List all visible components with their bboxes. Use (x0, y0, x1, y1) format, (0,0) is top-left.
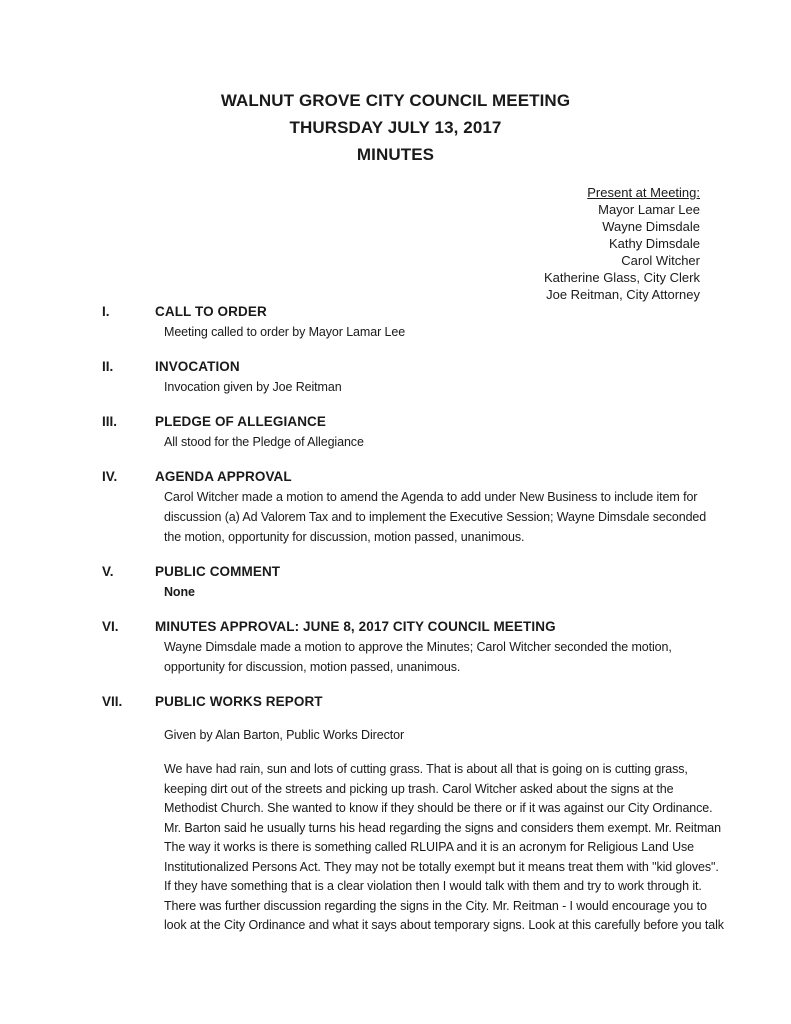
section-body-line: discussion (a) Ad Valorem Tax and to implement the Executive Session; Wayne Dimsdale seconded (164, 510, 707, 524)
section-title: CALL TO ORDER (155, 304, 267, 319)
minutes-body (102, 302, 742, 951)
title-line-3: MINUTES (356, 145, 435, 164)
section-number: III. (102, 414, 118, 429)
title-line-2: THURSDAY JULY 13, 2017 (289, 118, 502, 137)
section-title: PUBLIC WORKS REPORT (155, 694, 323, 709)
section-minutes-approval (102, 617, 742, 677)
attendees-header: Present at Meeting: (587, 185, 700, 200)
section-public-comment (102, 562, 742, 602)
section-number: IV. (102, 469, 118, 484)
paragraph-line: Methodist Church. She wanted to know if they should be there or if it was against our City Ordinance. (164, 801, 713, 815)
section-invocation (102, 357, 742, 397)
section-public-works-report (102, 692, 742, 936)
section-number: V. (102, 564, 114, 579)
section-body-line: the motion, opportunity for discussion, motion passed, unanimous. (164, 530, 525, 544)
title-line-1: WALNUT GROVE CITY COUNCIL MEETING (220, 91, 571, 110)
paragraph-line: keeping dirt out of the streets and picking up trash. Carol Witcher asked about the signs at the (164, 781, 674, 796)
section-title: PLEDGE OF ALLEGIANCE (155, 414, 327, 429)
section-body-line: Invocation given by Joe Reitman (164, 380, 342, 394)
section-call-to-order (102, 302, 742, 342)
public-works-paragraph (155, 760, 742, 936)
paragraph-line: We have had rain, sun and lots of cutting grass. That is about all that is going on is cutting grass, (164, 762, 688, 776)
section-body-line: Carol Witcher made a motion to amend the Agenda to add under New Business to include item for (164, 490, 698, 504)
section-title: AGENDA APPROVAL (155, 469, 292, 484)
section-body-line: None (164, 585, 195, 599)
section-body-line: opportunity for discussion, motion passed, unanimous. (164, 660, 461, 674)
section-pledge-of-allegiance (102, 412, 742, 452)
paragraph-line: Institutionalized Persons Act. They may not be totally exempt but it means treat them with "kid gloves". (164, 859, 719, 874)
section-body-line: Meeting called to order by Mayor Lamar Lee (164, 325, 406, 339)
attendee-name: Carol Witcher (621, 253, 700, 268)
attendee-name: Joe Reitman, City Attorney (546, 287, 700, 302)
attendee-name: Mayor Lamar Lee (598, 202, 700, 217)
attendees-block (544, 184, 700, 303)
section-title: INVOCATION (155, 359, 240, 374)
document-title (0, 87, 791, 168)
public-works-given-by: Given by Alan Barton, Public Works Director (164, 728, 405, 742)
attendee-name: Wayne Dimsdale (602, 219, 700, 234)
paragraph-line: There was further discussion regarding the signs in the City. Mr. Reitman - I would encourage you to (164, 898, 707, 913)
section-body-line: Wayne Dimsdale made a motion to approve the Minutes; Carol Witcher seconded the motion, (164, 640, 672, 654)
paragraph-line: If they have something that is a clear violation then I would talk with them and try to work through it. (164, 879, 702, 893)
attendee-name: Katherine Glass, City Clerk (543, 270, 700, 285)
section-number: I. (102, 304, 110, 319)
section-title: MINUTES APPROVAL: JUNE 8, 2017 CITY COUNCIL MEETING (155, 619, 556, 634)
section-number: VI. (102, 619, 119, 634)
section-body-line: All stood for the Pledge of Allegiance (164, 435, 364, 449)
paragraph-line: look at the City Ordinance and what it says about temporary signs. Look at this carefully before you talk (164, 918, 724, 932)
section-number: VII. (102, 694, 123, 709)
section-agenda-approval (102, 467, 742, 547)
paragraph-line: The way it works is there is something called RLUIPA and it is an acronym for Religious Land Use (164, 840, 694, 854)
paragraph-line: Mr. Barton said he usually turns his head regarding the signs and considers them exempt. Mr. Reitman (164, 820, 721, 835)
section-title: PUBLIC COMMENT (155, 564, 281, 579)
section-number: II. (102, 359, 114, 374)
attendee-name: Kathy Dimsdale (608, 236, 700, 251)
